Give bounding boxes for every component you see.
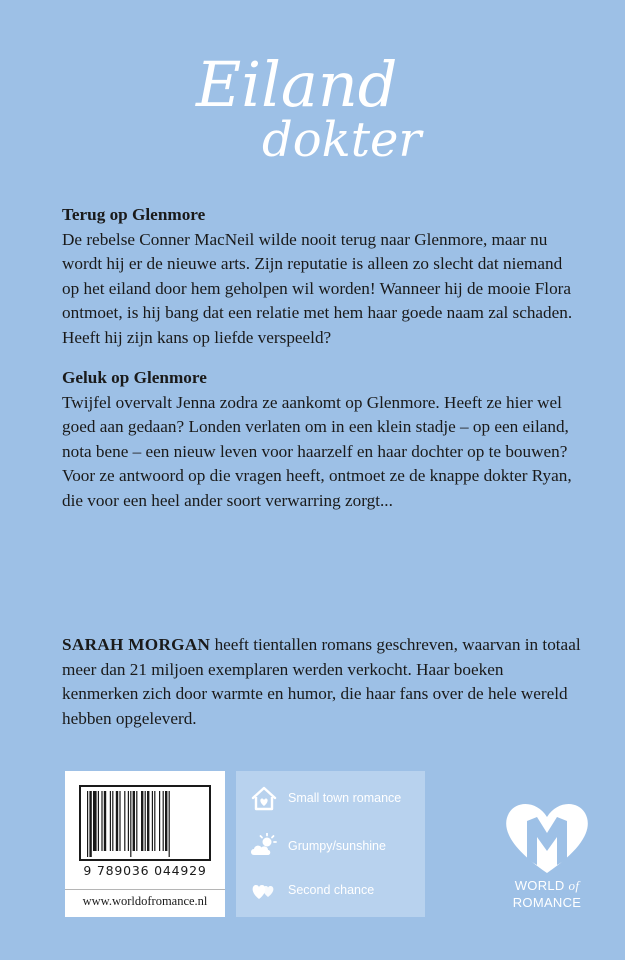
story-blurb-2	[62, 366, 582, 513]
barcode-bar	[152, 791, 153, 851]
barcode-bar	[89, 791, 91, 857]
two-hearts-icon	[248, 877, 280, 903]
barcode-bar	[147, 791, 149, 851]
story-heading-1: Terug op Glenmore	[62, 205, 206, 224]
barcode-bar	[133, 791, 135, 851]
barcode-bar	[116, 791, 118, 851]
publisher-logo	[497, 797, 597, 922]
barcode-bar	[104, 791, 106, 851]
author-name: SARAH MORGAN	[62, 635, 211, 654]
barcode-bar	[112, 791, 113, 851]
tag-label-1: Small town romance	[288, 791, 402, 805]
barcode-bar	[101, 791, 102, 851]
barcode-bar	[165, 791, 167, 851]
barcode-bar	[128, 791, 129, 851]
tag-label-3: Second chance	[288, 883, 375, 897]
author-description: heeft tientallen romans geschreven, waarvan in totaal meer dan 21 miljoen exemplaren werden verkocht. Haar boeken kenmerken zich door warmte en humor, die haar fans over de hele wereld hebben opgeleverd.	[62, 635, 581, 728]
tag-label-2: Grumpy/sunshine	[288, 839, 386, 853]
barcode-bar	[136, 791, 137, 851]
story-heading-2: Geluk op Glenmore	[62, 368, 207, 387]
tag-second-chance	[248, 877, 374, 903]
barcode-bar	[87, 791, 88, 857]
barcode-bar	[130, 791, 131, 857]
author-bio-text	[62, 633, 582, 731]
story-text-2: Twijfel overvalt Jenna zodra ze aankomt op Glenmore. Heeft ze hier wel goed aan gedaan? Londen verlaten om in een klein stadje – op een eiland, nota bene – een nieuw leven voor haarzelf en haar dochter op te bouwen? Voor ze antwoord op die vragen heeft, ontmoet ze de knappe dokter Ryan, die voor een heel ander soort verwarring zorgt...	[62, 392, 572, 510]
publisher-name-romance: ROMANCE	[512, 895, 582, 910]
heart-logo-icon	[497, 797, 597, 877]
author-bio	[62, 633, 582, 731]
barcode-panel	[65, 771, 225, 917]
publisher-name	[497, 877, 597, 911]
barcode-bar	[154, 791, 155, 851]
barcode-bar	[119, 791, 120, 851]
publisher-name-world: WORLD	[514, 878, 569, 893]
book-title	[0, 30, 625, 170]
barcode-frame	[79, 785, 211, 861]
barcode-bar	[145, 791, 146, 851]
barcode-bar	[98, 791, 99, 851]
divider	[65, 889, 225, 890]
title-lettering	[0, 30, 625, 170]
barcode-bar	[163, 791, 164, 851]
barcode-bars	[87, 791, 205, 857]
story-text-1: De rebelse Conner MacNeil wilde nooit terug naar Glenmore, maar nu wordt hij er de nieuwe arts. Zijn reputatie is alleen zo slecht dat niemand op het eiland door hem geholpen wil worden! Wanneer hij de mooie Flora ontmoet, is hij bang dat een relatie met hem haar goede naam zal schaden. Heeft hij zijn kans op liefde verspeeld?	[62, 229, 573, 347]
tag-grumpy-sunshine	[248, 833, 386, 859]
title-line-1: Eiland	[196, 48, 398, 121]
sun-cloud-icon	[248, 833, 280, 859]
website-url: www.worldofromance.nl	[82, 894, 208, 908]
barcode-bar	[110, 791, 111, 851]
barcode-bar	[159, 791, 160, 851]
title-line-2: dokter	[262, 112, 422, 168]
publisher-name-of: of	[568, 878, 580, 893]
barcode-bar	[124, 791, 125, 851]
barcode-bar	[169, 791, 170, 857]
tag-small-town	[248, 785, 401, 811]
barcode-bar	[141, 791, 143, 851]
isbn-number: 9 789036 044929	[83, 863, 207, 878]
trope-tags-panel	[236, 771, 425, 917]
barcode-bar	[93, 791, 97, 851]
house-heart-icon	[248, 785, 280, 811]
story-blurb-1	[62, 203, 582, 350]
